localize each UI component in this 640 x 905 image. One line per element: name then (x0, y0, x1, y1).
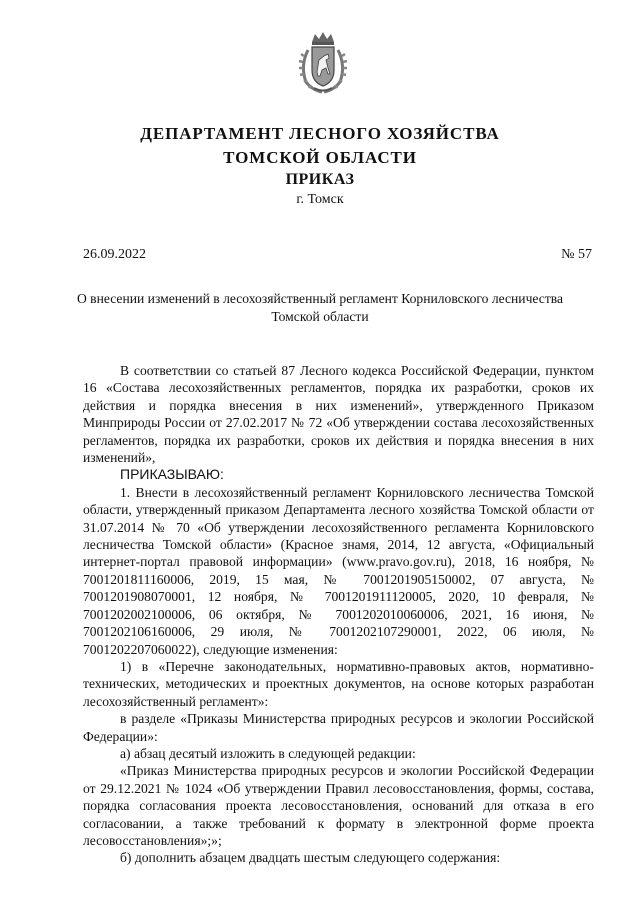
city: г. Томск (296, 192, 344, 207)
body-paragraph: а) абзац десятый изложить в следующей редакции: (120, 745, 416, 761)
body-paragraph: 1. Внести в лесохозяйственный регламент Корниловского лесничества Томской области, утвержденный приказом Департамента лесного хозяйства Томской области от 31.07.2014 № 70 «Об утверждении лесохозяйственного регламента Корниловского лесничества Томской области» (Красное знамя, 2014, 12 августа, «Официальный интернет-портал правовой информации» (www.pravo.gov.ru), 2018, 16 ноября, № 7001201811160006, 2019, 15 мая, № 7001201905150002, 07 августа, № 7001201908070001, 12 ноября, № 7001201911120005, 2020, 10 февраля, № 7001202002100006, 06 октября, № 7001202010060006, 2021, 16 июня, № 7001202106160006, 29 июля, № 7001202107290001, 2022, 06 июля, № 7001202207060022), следующие изменения: (83, 484, 594, 657)
body-paragraph: «Приказ Министерства природных ресурсов и экологии Российской Федерации от 29.12.2021 № 1024 «Об утверждении Правил лесовосстановления, формы, состава, порядка согласования проекта лесовосстановления, оснований для отказа в его согласовании, а также требований к формату в электронной форме проекта лесовосстановления»;»; (83, 763, 594, 848)
department-name-line2: ТОМСКОЙ ОБЛАСТИ (223, 148, 417, 167)
body-paragraph: 1) в «Перечне законодательных, нормативно-правовых актов, нормативно-технических, методических и проектных документов, на основе которых разработан лесохозяйственный регламент»: (83, 658, 594, 709)
document-number: № 57 (561, 247, 592, 262)
order-keyword: ПРИКАЗЫВАЮ: (120, 466, 224, 483)
document-type: ПРИКАЗ (285, 171, 355, 188)
body-paragraph: В соответствии со статьей 87 Лесного кодекса Российской Федерации, пунктом 16 «Состава лесохозяйственных регламентов, порядка их разработки, сроков их действия и порядка внесения в них изменений», утвержденного Приказом Минприроды России от 27.02.2017 № 72 «Об утверждении состава лесохозяйственных регламентов, порядка их разработки, сроков их действия и порядка внесения в них изменений», (83, 363, 594, 466)
tomsk-coat-of-arms-icon (298, 30, 348, 96)
document-body (83, 362, 594, 867)
document-date: 26.09.2022 (83, 247, 146, 262)
document-subject: О внесении изменений в лесохозяйственный регламент Корниловского лесничества Томской области (76, 291, 564, 324)
department-name-line1: ДЕПАРТАМЕНТ ЛЕСНОГО ХОЗЯЙСТВА (140, 124, 500, 143)
body-paragraph: б) дополнить абзацем двадцать шестым следующего содержания: (120, 850, 501, 866)
body-paragraph: в разделе «Приказы Министерства природных ресурсов и экологии Российской Федерации»: (83, 711, 594, 744)
